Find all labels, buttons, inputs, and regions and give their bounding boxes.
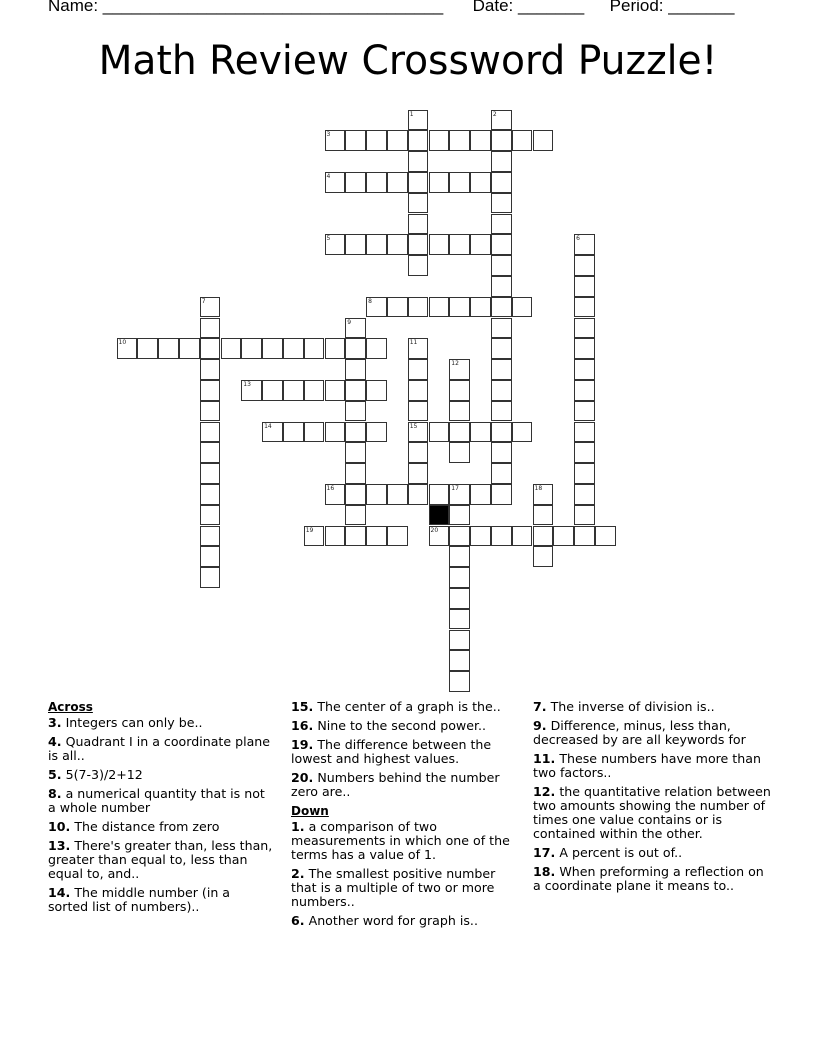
grid-cell[interactable]: [449, 650, 470, 671]
clue-number: 11.: [533, 751, 556, 766]
grid-cell[interactable]: [200, 484, 221, 505]
grid-cell[interactable]: [491, 172, 512, 193]
clue-item: [48, 820, 273, 834]
grid-cell[interactable]: [283, 338, 304, 359]
clue-text: A percent is out of..: [559, 845, 683, 860]
grid-cell[interactable]: [595, 526, 616, 547]
grid-cell[interactable]: [574, 463, 595, 484]
grid-cell[interactable]: [179, 338, 200, 359]
clue-number: 15.: [291, 699, 314, 714]
grid-cell[interactable]: [345, 380, 366, 401]
clue-text: The center of a graph is the..: [317, 699, 501, 714]
clue-number: 20.: [291, 770, 314, 785]
crossword-grid: [117, 110, 637, 700]
clue-number: 3.: [48, 715, 62, 730]
grid-cell[interactable]: [470, 526, 491, 547]
clue-item: [533, 719, 773, 747]
grid-cell[interactable]: [470, 484, 491, 505]
grid-cell[interactable]: [387, 526, 408, 547]
grid-cell[interactable]: [408, 442, 429, 463]
grid-cell[interactable]: [200, 297, 221, 318]
grid-cell[interactable]: [387, 484, 408, 505]
down-heading: Down: [291, 804, 329, 818]
clue-number: 13.: [48, 838, 71, 853]
clue-text: The distance from zero: [74, 819, 220, 834]
clue-number: 1.: [291, 819, 305, 834]
grid-cell[interactable]: [366, 422, 387, 443]
grid-cell[interactable]: [574, 297, 595, 318]
grid-cell[interactable]: [574, 276, 595, 297]
clue-number: 18: [534, 484, 543, 492]
grid-cell[interactable]: [262, 338, 283, 359]
grid-cell[interactable]: [366, 338, 387, 359]
grid-cell[interactable]: [449, 546, 470, 567]
clues-column-2: [291, 700, 523, 933]
grid-cell[interactable]: [408, 463, 429, 484]
clue-number: 17.: [533, 845, 556, 860]
grid-cell[interactable]: [345, 401, 366, 422]
grid-cell[interactable]: [574, 484, 595, 505]
grid-cell[interactable]: [408, 234, 429, 255]
grid-cell[interactable]: [449, 567, 470, 588]
grid-cell[interactable]: [449, 234, 470, 255]
clue-text: When preforming a reflection on a coordinate plane it means to..: [533, 864, 764, 893]
grid-cell[interactable]: [345, 172, 366, 193]
clue-item: [48, 886, 273, 914]
grid-cell[interactable]: [283, 380, 304, 401]
grid-cell[interactable]: [304, 526, 325, 547]
clue-text: a comparison of two measurements in which one of the terms has a value of 1.: [291, 819, 510, 862]
clue-item: [291, 719, 523, 733]
grid-cell[interactable]: [200, 318, 221, 339]
grid-cell[interactable]: [449, 442, 470, 463]
grid-cell[interactable]: [491, 338, 512, 359]
grid-cell[interactable]: [345, 526, 366, 547]
clue-number: 10.: [48, 819, 71, 834]
across-heading: Across: [48, 700, 93, 714]
clue-text: the quantitative relation between two amounts showing the number of times one value contains or is contained within the other.: [533, 784, 771, 841]
clue-number: 8.: [48, 786, 62, 801]
grid-cell[interactable]: [449, 130, 470, 151]
clue-item: [291, 914, 523, 928]
clue-text: Integers can only be..: [65, 715, 203, 730]
grid-cell[interactable]: [533, 526, 554, 547]
grid-cell[interactable]: [449, 505, 470, 526]
grid-cell[interactable]: [491, 526, 512, 547]
clue-item: [291, 738, 523, 766]
grid-cell[interactable]: [449, 671, 470, 692]
clue-item: [291, 867, 523, 909]
grid-cell[interactable]: [325, 380, 346, 401]
clue-number: 5.: [48, 767, 62, 782]
grid-cell[interactable]: [408, 110, 429, 131]
grid-cell[interactable]: [221, 338, 242, 359]
grid-cell[interactable]: [449, 359, 470, 380]
grid-cell[interactable]: [470, 297, 491, 318]
clue-number: 2: [492, 110, 497, 118]
grid-cell[interactable]: [574, 505, 595, 526]
grid-cell[interactable]: [345, 505, 366, 526]
grid-cell[interactable]: [158, 338, 179, 359]
clue-number: 7: [201, 297, 206, 305]
clue-number: 19: [305, 526, 314, 534]
clue-item: [533, 846, 773, 860]
grid-cell[interactable]: [574, 442, 595, 463]
black-cell: [429, 505, 450, 526]
grid-cell[interactable]: [449, 422, 470, 443]
grid-cell[interactable]: [449, 401, 470, 422]
clue-text: The inverse of division is..: [550, 699, 715, 714]
grid-cell[interactable]: [553, 526, 574, 547]
grid-cell[interactable]: [533, 484, 554, 505]
clue-number: 6: [576, 235, 580, 243]
grid-cell[interactable]: [345, 130, 366, 151]
grid-cell[interactable]: [491, 380, 512, 401]
grid-cell[interactable]: [345, 338, 366, 359]
clue-number: 13: [243, 380, 251, 388]
clue-text: These numbers have more than two factors..: [533, 751, 761, 780]
clue-number: 12.: [533, 784, 556, 799]
grid-cell[interactable]: [429, 484, 450, 505]
grid-cell[interactable]: [408, 297, 429, 318]
grid-cell[interactable]: [387, 234, 408, 255]
grid-cell[interactable]: [491, 401, 512, 422]
grid-cell[interactable]: [366, 172, 387, 193]
grid-cell[interactable]: [470, 172, 491, 193]
grid-cell[interactable]: [491, 255, 512, 276]
grid-cell[interactable]: [533, 505, 554, 526]
grid-cell[interactable]: [325, 526, 346, 547]
grid-cell[interactable]: [491, 214, 512, 235]
clue-text: The difference between the lowest and highest values.: [291, 737, 492, 766]
grid-cell[interactable]: [574, 401, 595, 422]
grid-cell[interactable]: [408, 380, 429, 401]
grid-cell[interactable]: [366, 380, 387, 401]
grid-cell[interactable]: [345, 318, 366, 339]
grid-cell[interactable]: [574, 338, 595, 359]
grid-cell[interactable]: [200, 567, 221, 588]
grid-cell[interactable]: [304, 380, 325, 401]
grid-cell[interactable]: [200, 442, 221, 463]
clue-number: 6.: [291, 913, 305, 928]
clue-number: 9.: [533, 718, 547, 733]
grid-cell[interactable]: [470, 422, 491, 443]
grid-cell[interactable]: [574, 255, 595, 276]
grid-cell[interactable]: [325, 484, 346, 505]
clue-number: 9: [347, 318, 352, 326]
grid-cell[interactable]: [533, 130, 554, 151]
grid-cell[interactable]: [200, 380, 221, 401]
grid-cell[interactable]: [408, 359, 429, 380]
clue-item: [533, 865, 773, 893]
grid-cell[interactable]: [449, 484, 470, 505]
grid-cell[interactable]: [429, 297, 450, 318]
clue-number: 14: [264, 422, 272, 430]
clue-number: 18.: [533, 864, 556, 879]
grid-cell[interactable]: [408, 484, 429, 505]
clue-item: [533, 785, 773, 841]
grid-cell[interactable]: [366, 130, 387, 151]
grid-cell[interactable]: [429, 172, 450, 193]
grid-cell[interactable]: [491, 463, 512, 484]
grid-cell[interactable]: [304, 338, 325, 359]
clue-item: [48, 716, 273, 730]
grid-cell[interactable]: [366, 234, 387, 255]
grid-cell[interactable]: [408, 255, 429, 276]
grid-cell[interactable]: [408, 214, 429, 235]
grid-cell[interactable]: [345, 234, 366, 255]
clue-text: There's greater than, less than, greater than equal to, less than equal to, and..: [48, 838, 273, 881]
grid-cell[interactable]: [574, 318, 595, 339]
grid-cell[interactable]: [345, 359, 366, 380]
grid-cell[interactable]: [449, 630, 470, 651]
clue-text: Difference, minus, less than, decreased by are all keywords for: [533, 718, 746, 747]
grid-cell[interactable]: [200, 526, 221, 547]
grid-cell[interactable]: [325, 422, 346, 443]
grid-cell[interactable]: [449, 526, 470, 547]
clue-number: 3: [326, 131, 331, 139]
grid-cell[interactable]: [200, 463, 221, 484]
grid-cell[interactable]: [491, 110, 512, 131]
grid-cell[interactable]: [366, 526, 387, 547]
clue-item: [533, 752, 773, 780]
clue-number: 4.: [48, 734, 62, 749]
clue-item: [291, 820, 523, 862]
grid-cell[interactable]: [345, 442, 366, 463]
grid-cell[interactable]: [533, 546, 554, 567]
clue-number: 16.: [291, 718, 314, 733]
clue-item: [48, 768, 273, 782]
grid-cell[interactable]: [470, 234, 491, 255]
grid-cell[interactable]: [408, 401, 429, 422]
grid-cell[interactable]: [262, 422, 283, 443]
clues-column-1: [48, 700, 273, 919]
grid-cell[interactable]: [429, 526, 450, 547]
grid-cell[interactable]: [574, 234, 595, 255]
grid-cell[interactable]: [117, 338, 138, 359]
grid-cell[interactable]: [325, 338, 346, 359]
clue-number: 14.: [48, 885, 71, 900]
grid-cell[interactable]: [325, 172, 346, 193]
clue-item: [291, 771, 523, 799]
grid-cell[interactable]: [304, 422, 325, 443]
grid-cell[interactable]: [345, 422, 366, 443]
clue-number: 1: [409, 110, 414, 118]
grid-cell[interactable]: [387, 297, 408, 318]
grid-cell[interactable]: [491, 151, 512, 172]
name-field[interactable]: Name: ____________________________________: [48, 0, 444, 15]
grid-cell[interactable]: [491, 130, 512, 151]
grid-cell[interactable]: [325, 130, 346, 151]
grid-cell[interactable]: [574, 526, 595, 547]
grid-cell[interactable]: [408, 172, 429, 193]
clue-number: 16: [326, 484, 335, 492]
grid-cell[interactable]: [200, 546, 221, 567]
clue-item: [533, 700, 773, 714]
grid-cell[interactable]: [574, 359, 595, 380]
clue-text: 5(7-3)/2+12: [65, 767, 143, 782]
grid-cell[interactable]: [449, 172, 470, 193]
clue-text: The middle number (in a sorted list of numbers)..: [48, 885, 231, 914]
grid-cell[interactable]: [262, 380, 283, 401]
clue-item: [48, 787, 273, 815]
grid-cell[interactable]: [512, 526, 533, 547]
grid-cell[interactable]: [574, 422, 595, 443]
grid-cell[interactable]: [574, 380, 595, 401]
grid-cell[interactable]: [241, 338, 262, 359]
grid-cell[interactable]: [200, 338, 221, 359]
clue-number: 15: [409, 422, 418, 430]
clue-number: 5: [326, 235, 331, 243]
period-field[interactable]: Period: _______: [609, 0, 735, 15]
clue-number: 19.: [291, 737, 314, 752]
grid-cell[interactable]: [491, 297, 512, 318]
grid-cell[interactable]: [491, 422, 512, 443]
grid-cell[interactable]: [408, 151, 429, 172]
grid-cell[interactable]: [512, 422, 533, 443]
grid-cell[interactable]: [387, 130, 408, 151]
clues-column-3: [533, 700, 773, 898]
grid-cell[interactable]: [449, 297, 470, 318]
grid-cell[interactable]: [449, 609, 470, 630]
clue-number: 8: [368, 297, 372, 305]
date-field[interactable]: Date: _______: [472, 0, 585, 15]
grid-cell[interactable]: [408, 130, 429, 151]
grid-cell[interactable]: [491, 442, 512, 463]
clue-item: [48, 735, 273, 763]
grid-cell[interactable]: [325, 234, 346, 255]
grid-cell[interactable]: [345, 484, 366, 505]
grid-cell[interactable]: [491, 193, 512, 214]
grid-cell[interactable]: [345, 463, 366, 484]
grid-cell[interactable]: [491, 234, 512, 255]
page-title: Math Review Crossword Puzzle!: [98, 38, 718, 84]
clue-number: 17: [451, 484, 459, 492]
grid-cell[interactable]: [200, 401, 221, 422]
grid-cell[interactable]: [449, 380, 470, 401]
grid-cell[interactable]: [408, 422, 429, 443]
clue-text: a numerical quantity that is not a whole number: [48, 786, 265, 815]
grid-cell[interactable]: [408, 193, 429, 214]
grid-cell[interactable]: [491, 318, 512, 339]
clue-number: 10: [118, 339, 127, 347]
clue-text: Numbers behind the number zero are..: [291, 770, 500, 799]
clue-text: Nine to the second power..: [317, 718, 486, 733]
clue-text: The smallest positive number that is a multiple of two or more numbers..: [291, 866, 496, 909]
grid-cell[interactable]: [241, 380, 262, 401]
clue-number: 7.: [533, 699, 547, 714]
clue-number: 11: [409, 339, 418, 347]
clue-item: [291, 700, 523, 714]
grid-cell[interactable]: [512, 297, 533, 318]
grid-cell[interactable]: [470, 130, 491, 151]
grid-cell[interactable]: [366, 297, 387, 318]
grid-cell[interactable]: [387, 172, 408, 193]
clue-text: Quadrant I in a coordinate plane is all..: [48, 734, 271, 763]
grid-cell[interactable]: [283, 422, 304, 443]
grid-cell[interactable]: [408, 338, 429, 359]
grid-cell[interactable]: [137, 338, 158, 359]
clue-number: 2.: [291, 866, 305, 881]
grid-cell[interactable]: [491, 484, 512, 505]
grid-cell[interactable]: [429, 422, 450, 443]
grid-cell[interactable]: [449, 588, 470, 609]
clue-number: 20: [430, 526, 439, 534]
worksheet-header: [48, 0, 734, 16]
grid-cell[interactable]: [200, 422, 221, 443]
grid-cell[interactable]: [512, 130, 533, 151]
clue-number: 4: [326, 172, 331, 180]
grid-cell[interactable]: [429, 234, 450, 255]
clue-item: [48, 839, 273, 881]
clue-text: Another word for graph is..: [308, 913, 478, 928]
grid-cell[interactable]: [429, 130, 450, 151]
grid-cell[interactable]: [491, 359, 512, 380]
grid-cell[interactable]: [491, 276, 512, 297]
grid-cell[interactable]: [200, 505, 221, 526]
clue-number: 12: [451, 360, 459, 368]
grid-cell[interactable]: [366, 484, 387, 505]
grid-cell[interactable]: [200, 359, 221, 380]
